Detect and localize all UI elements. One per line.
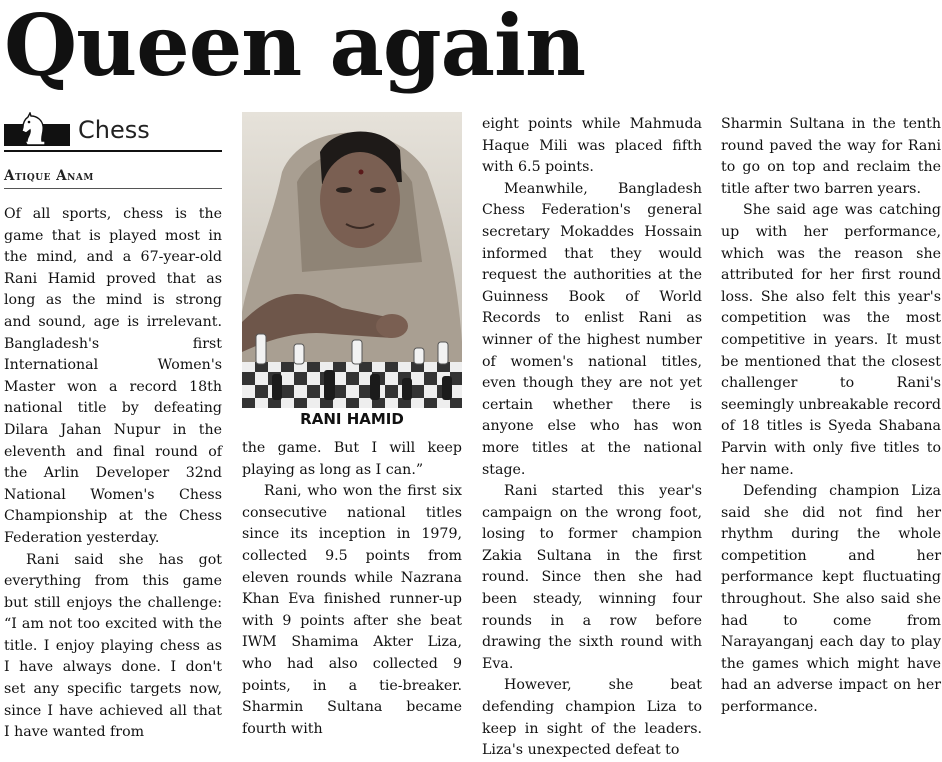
headline: Queen again	[4, 0, 586, 95]
photo-caption: RANI HAMID	[300, 410, 404, 428]
paragraph: Sharmin Sultana in the tenth round paved the way for Rani to go on top and reclaim the title after two barren years.	[721, 116, 941, 197]
paragraph: the game. But I will keep playing as long as I can.”	[242, 440, 462, 478]
byline: Atique Anam	[4, 168, 222, 189]
section-label: Chess	[78, 116, 150, 144]
paragraph: Rani, who won the first six consecutive national titles since its inception in 1979, collected 9.5 points from eleven rounds while Nazrana Khan Eva finished runner-up with 9 points after she beat IWM Shamima Akter Liza, who had also collected 9 points, in a tie-breaker. Sharmin Sultana became fourth with	[242, 483, 462, 737]
paragraph: Of all sports, chess is the game that is played most in the mind, and a 67-year-old Rani Hamid proved that as long as the mind is strong and sound, age is irrelevant. Bangladesh's first International Women's Master won a record 18th national title by defeating Dilara Jahan Nupur in the eleventh and final round of the Arlin Developer 32nd National Women's Chess Championship at the Chess Federation yesterday.	[4, 206, 222, 546]
article-column-4	[721, 114, 941, 719]
paragraph: She said age was catching up with her performance, which was the reason she attributed for her first round loss. She also felt this year's competition was the most competitive in years. It must be mentioned that the closest challenger to Rani's seemingly unbreakable record of 18 titles is Syeda Shabana Parvin with only five titles to her name.	[721, 202, 941, 478]
article-column-2	[242, 438, 462, 740]
photo-illustration	[242, 112, 462, 408]
chess-knight-icon	[18, 112, 52, 148]
paragraph: eight points while Mahmuda Haque Mili was placed fifth with 6.5 points.	[482, 116, 702, 176]
article-column-1	[4, 204, 222, 744]
article-column-3	[482, 114, 702, 762]
paragraph: Meanwhile, Bangladesh Chess Federation's general secretary Mokaddes Hossain informed that they would request the authorities at the Guinness Book of World Records to enlist Rani as winner of the highest number of women's national titles, even though they are not yet certain whether there is anyone else who has won more titles at the national stage.	[482, 180, 702, 478]
paragraph: However, she beat defending champion Liza to keep in sight of the leaders. Liza's unexpected defeat to	[482, 677, 702, 759]
paragraph: Defending champion Liza said she did not find her rhythm during the whole competition and her performance kept fluctuating throughout. She also said she had to come from Narayanganj each day to play the games which might have had an adverse impact on her performance.	[721, 483, 941, 716]
section-tag	[4, 112, 222, 152]
player-photo	[242, 112, 462, 408]
paragraph: Rani said she has got everything from this game but still enjoys the challenge: “I am not too excited with the title. I enjoy playing chess as I have always done. I don't set any specific targets now, since I have achieved all that I have wanted from	[4, 551, 222, 741]
paragraph: Rani started this year's campaign on the wrong foot, losing to former champion Zakia Sultana in the first round. Since then she had been steady, winning four rounds in a row before drawing the sixth round with Eva.	[482, 483, 702, 672]
